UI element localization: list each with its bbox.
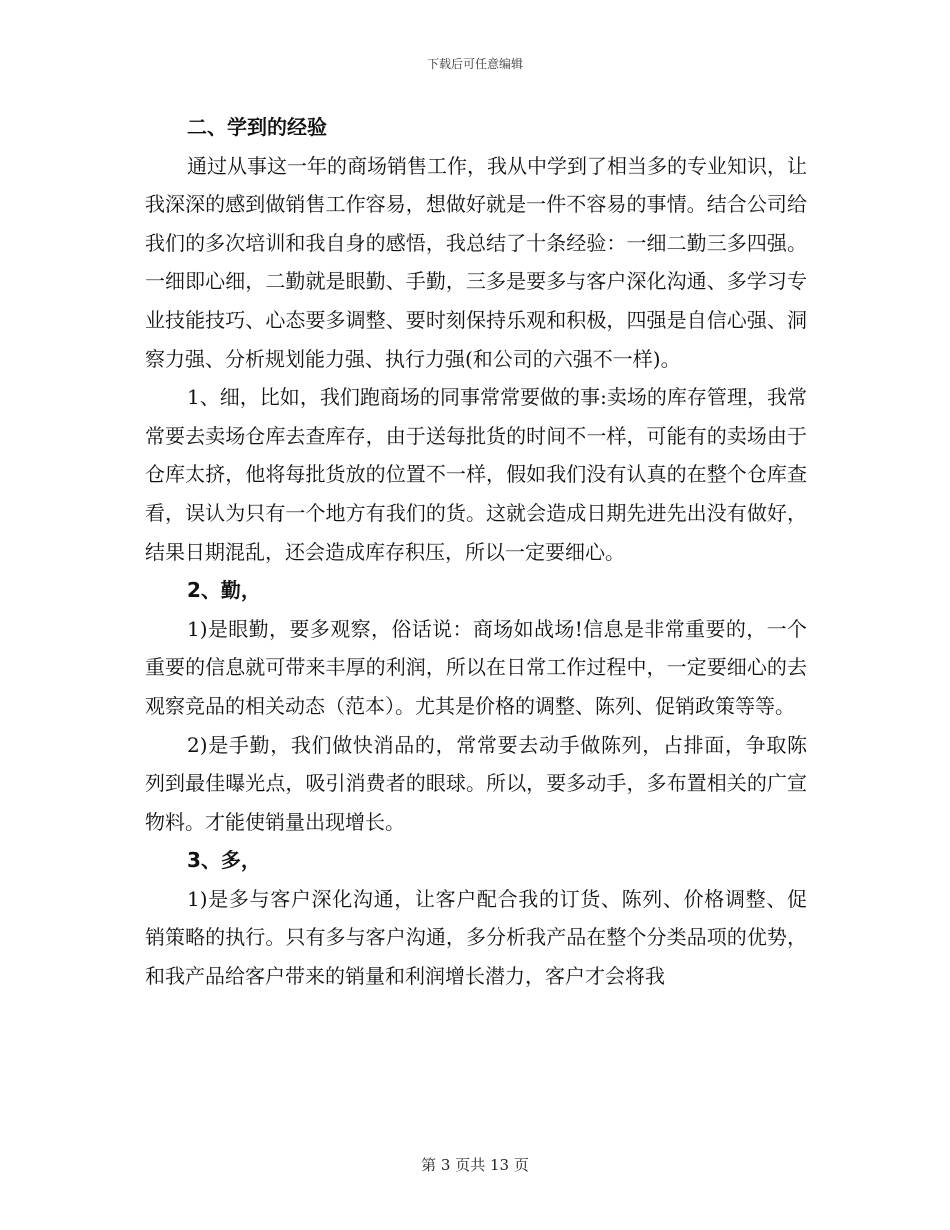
paragraph: 1、细，比如，我们跑商场的同事常常要做的事:卖场的库存管理，我常常要去卖场仓库去查库存，由于送每批货的时间不一样，可能有的卖场由于仓库太挤，他将每批货放的位置不一样，假如我们没有认真的在整个仓库查看，误认为只有一个地方有我们的货。这就会造成日期先进先出没有做好，结果日期混乱，还会造成库存积压，所以一定要细心。: [145, 385, 807, 564]
paragraph: 通过从事这一年的商场销售工作，我从中学到了相当多的专业知识，让我深深的感到做销售工作容易，想做好就是一件不容易的事情。结合公司给我们的多次培训和我自身的感悟，我总结了十条经验：一细二勤三多四强。一细即心细，二勤就是眼勤、手勤，三多是要多与客户深化沟通、多学习专业技能技巧、心态要多调整、要时刻保持乐观和积极，四强是自信心强、洞察力强、分析规划能力强、执行力强(和公司的六强不一样)。: [145, 153, 807, 371]
page-header: 下载后可任意编辑: [426, 57, 523, 71]
page-number: 第 3 页共 13 页: [421, 1156, 529, 1174]
section-heading: 二、学到的经验: [187, 115, 327, 139]
paragraph: 1)是多与客户深化沟通，让客户配合我的订货、陈列、价格调整、促销策略的执行。只有多与客户沟通，多分析我产品在整个分类品项的优势，和我产品给客户带来的销量和利润增长潜力，客户才会将我: [145, 886, 807, 989]
section-heading: 3、多，: [187, 848, 261, 873]
section-heading: 2、勤，: [187, 578, 261, 603]
paragraph: 2)是手勤，我们做快消品的，常常要去动手做陈列，占排面，争取陈列到最佳曝光点，吸引消费者的眼球。所以，要多动手，多布置相关的广宣物料。才能使销量出现增长。: [145, 732, 807, 834]
paragraph: 1)是眼勤，要多观察，俗话说：商场如战场!信息是非常重要的，一个重要的信息就可带来丰厚的利润，所以在日常工作过程中，一定要细心的去观察竞品的相关动态（范本）。尤其是价格的调整、陈列、促销政策等等。: [145, 616, 807, 718]
document-body: [145, 108, 807, 996]
